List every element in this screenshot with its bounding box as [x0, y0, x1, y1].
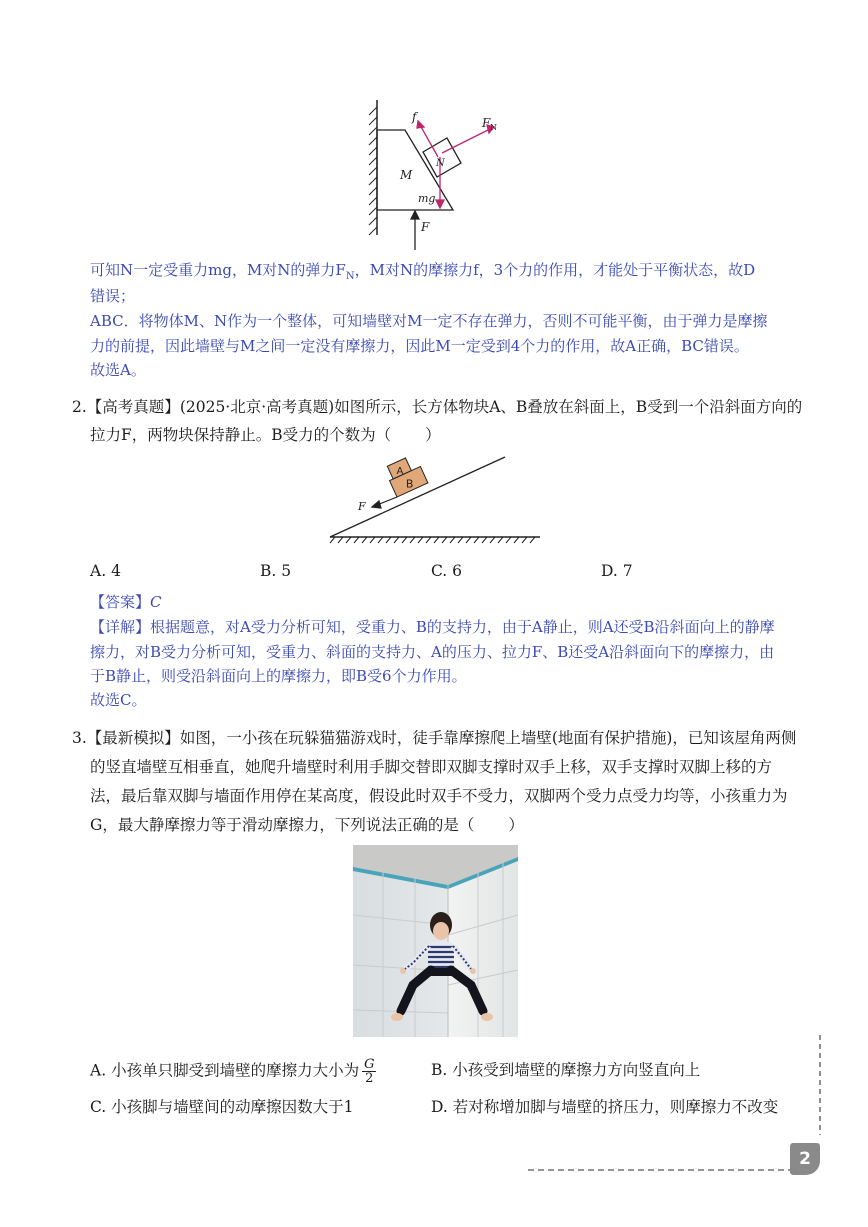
solution1-line1: 可知N一定受重力mg，M对N的弹力$F_N$，M对N的摩擦力f，3个力的作用，才能处于平衡状态，故D: [90, 261, 756, 282]
solution1-line2: 错误；: [90, 287, 136, 305]
label-block-b: B: [405, 477, 414, 491]
q2-conclusion: 故选C。: [90, 691, 147, 709]
label-block-a: A: [396, 466, 404, 478]
q3-option-a[interactable]: A. 小孩单只脚受到墙壁的摩擦力大小为 $\frac{G}{2}$: [90, 1057, 375, 1086]
q2-line2: 拉力F，两物块保持静止。B受力的个数为（ ）: [90, 426, 441, 444]
solution1-line4: 力的前提，因此墙壁与M之间一定没有摩擦力，因此M一定受到4个力的作用，故A正确，BC错误。: [90, 337, 749, 355]
q3-option-d[interactable]: D. 若对称增加脚与墙壁的挤压力，则摩擦力不改变: [431, 1098, 779, 1116]
q2-detail-line3: 于B静止，则受沿斜面向上的摩擦力，即B受6个力作用。: [90, 667, 467, 685]
q2-option-d[interactable]: D. 7: [601, 562, 633, 580]
q2-option-b[interactable]: B. 5: [260, 562, 292, 580]
label-n: N: [436, 158, 445, 169]
q2-option-a[interactable]: A. 4: [90, 562, 121, 580]
page-border-decoration: [520, 1035, 830, 1180]
figure-incline: [325, 452, 550, 547]
label-fn-sub: N: [490, 123, 497, 132]
page-number: 2: [790, 1143, 820, 1175]
fraction-g-over-2: $\frac{G}{2}$: [364, 1057, 375, 1086]
q2-answer: 【答案】C: [90, 593, 162, 611]
q3-line1: 3.【最新模拟】如图，一小孩在玩躲猫猫游戏时，徒手靠摩擦爬上墙壁(地面有保护措施)，已知该屋角两侧: [72, 729, 797, 747]
label-f: f: [412, 110, 417, 124]
photo-child-climbing-wall: [353, 845, 518, 1037]
label-m: M: [400, 168, 413, 182]
label-F: F: [421, 220, 430, 234]
q2-detail-line1: 【详解】根据题意，对A受力分析可知，受重力、B的支持力，由于A静止，则A还受B沿斜面向上的静摩: [90, 618, 775, 636]
q2-detail-line2: 擦力，对B受力分析可知，受重力、斜面的支持力、A的压力、拉力F、B还受A沿斜面向下的摩擦力，由: [90, 643, 775, 661]
q3-line3: 法，最后靠双脚与墙面作用停在某高度，假设此时双手不受力，双脚两个受力点受力均等，小孩重力为: [90, 787, 788, 805]
q3-line4: G，最大静摩擦力等于滑动摩擦力，下列说法正确的是（ ）: [90, 816, 524, 834]
q3-line2: 的竖直墙壁互相垂直，她爬升墙壁时利用手脚交替即双脚支撑时双手上移，双手支撑时双脚上移的方: [90, 758, 773, 776]
q2-line1: 2.【高考真题】(2025·北京·高考真题)如图所示，长方体物块A、B叠放在斜面上，B受到一个沿斜面方向的: [72, 398, 803, 416]
label-mg: mg: [418, 192, 436, 205]
q3-option-b[interactable]: B. 小孩受到墙壁的摩擦力方向竖直向上: [431, 1061, 701, 1079]
label-fn: F: [482, 116, 491, 130]
q3-option-c[interactable]: C. 小孩脚与墙壁间的动摩擦因数大于1: [90, 1098, 354, 1116]
q2-option-c[interactable]: C. 6: [431, 562, 463, 580]
label-force-f: F: [358, 500, 366, 513]
solution1-line3: ABC．将物体M、N作为一个整体，可知墙壁对M一定不存在弹力，否则不可能平衡，由于弹力是摩擦: [90, 312, 768, 330]
solution1-conclusion: 故选A。: [90, 361, 146, 379]
figure-wall-blocks: [360, 95, 520, 255]
